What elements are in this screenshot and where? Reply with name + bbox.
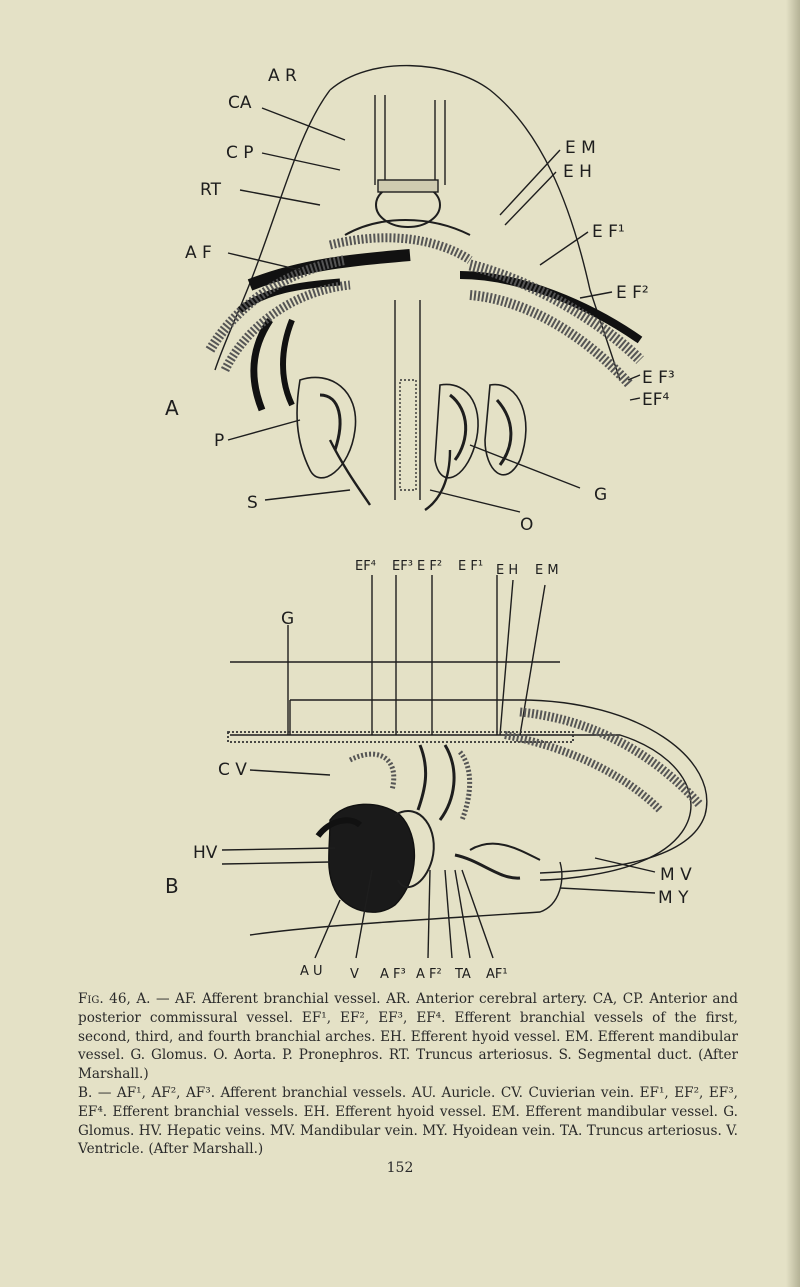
fig-a-label-ar: A R <box>268 66 297 86</box>
fig-b-bottom-af1: AF¹ <box>486 967 508 982</box>
fig-a-label-ca: CA <box>228 93 252 113</box>
fig-b-top-ef3: EF³ <box>392 559 413 574</box>
figure-caption <box>78 990 738 1159</box>
fig-b-bottom-ta: TA <box>455 967 471 982</box>
fig-a-label-ef4: EF⁴ <box>642 390 670 410</box>
fig-b-label-mv: M V <box>660 865 692 885</box>
fig-b-label-hv: HV <box>193 843 218 863</box>
fig-a-label-g: G <box>594 485 608 505</box>
fig-b-top-eh: E H <box>496 563 519 578</box>
fig-a-label-rt: RT <box>200 180 221 200</box>
fig-b-top-ef2: E F² <box>417 559 443 574</box>
fig-b-label-g: G <box>281 609 295 629</box>
figure-b <box>222 575 707 958</box>
page-number: 152 <box>386 1160 414 1176</box>
fig-a-label-o: O <box>520 515 534 535</box>
caption-part-a <box>78 990 738 1084</box>
caption-fig-label: Fig. 46, <box>78 991 131 1007</box>
fig-b-label-cv: C V <box>218 760 247 780</box>
fig-a-label-cp: C P <box>226 143 254 163</box>
fig-a-label-af: A F <box>185 243 212 263</box>
caption-part-a-text: A. — AF. Afferent branchial vessel. AR. Anterior cerebral artery. CA, CP. Anterior and posterior commissural vessel. EF¹, EF², EF³, EF⁴. Efferent branchial vessels of the first, second, third, and fourth branchial arches. EH. Efferent hyoid vessel. EM. Efferent mandibular vessel. G. Glomus. O. Aorta. P. Pronephros. RT. Truncus arteriosus. S. Segmental duct. (After Marshall.) <box>78 991 738 1083</box>
fig-a-label-em: E M <box>565 138 596 158</box>
fig-a-panel-letter: A <box>165 396 179 420</box>
fig-b-bottom-au: A U <box>300 964 323 979</box>
fig-a-label-s: S <box>247 493 258 513</box>
fig-b-bottom-v: V <box>350 967 359 982</box>
fig-b-top-ef4: EF⁴ <box>355 559 376 574</box>
fig-b-bottom-af2: A F² <box>416 967 442 982</box>
fig-b-panel-letter: B <box>165 874 179 898</box>
fig-a-label-ef3: E F³ <box>642 368 675 388</box>
fig-b-label-my: M Y <box>658 888 689 908</box>
fig-b-bottom-af3: A F³ <box>380 967 406 982</box>
fig-b-top-em: E M <box>535 563 559 578</box>
fig-b-top-ef1: E F¹ <box>458 559 484 574</box>
figure-a <box>210 66 640 512</box>
caption-part-b: B. — AF¹, AF², AF³. Afferent branchial vessels. AU. Auricle. CV. Cuvierian vein. EF¹, EF², EF³, EF⁴. Efferent branchial vessels. EH. Efferent hyoid vessel. EM. Efferent mandibular vessel. G. Glomus. HV. Hepatic veins. MV. Mandibular vein. MY. Hyoidean vein. TA. Truncus arteriosus. V. Ventricle. (After Marshall.) <box>78 1084 738 1158</box>
fig-a-label-ef2: E F² <box>616 283 649 303</box>
fig-a-label-ef1: E F¹ <box>592 222 625 242</box>
fig-a-label-p: P <box>214 431 225 451</box>
fig-a-label-eh: E H <box>563 162 592 182</box>
